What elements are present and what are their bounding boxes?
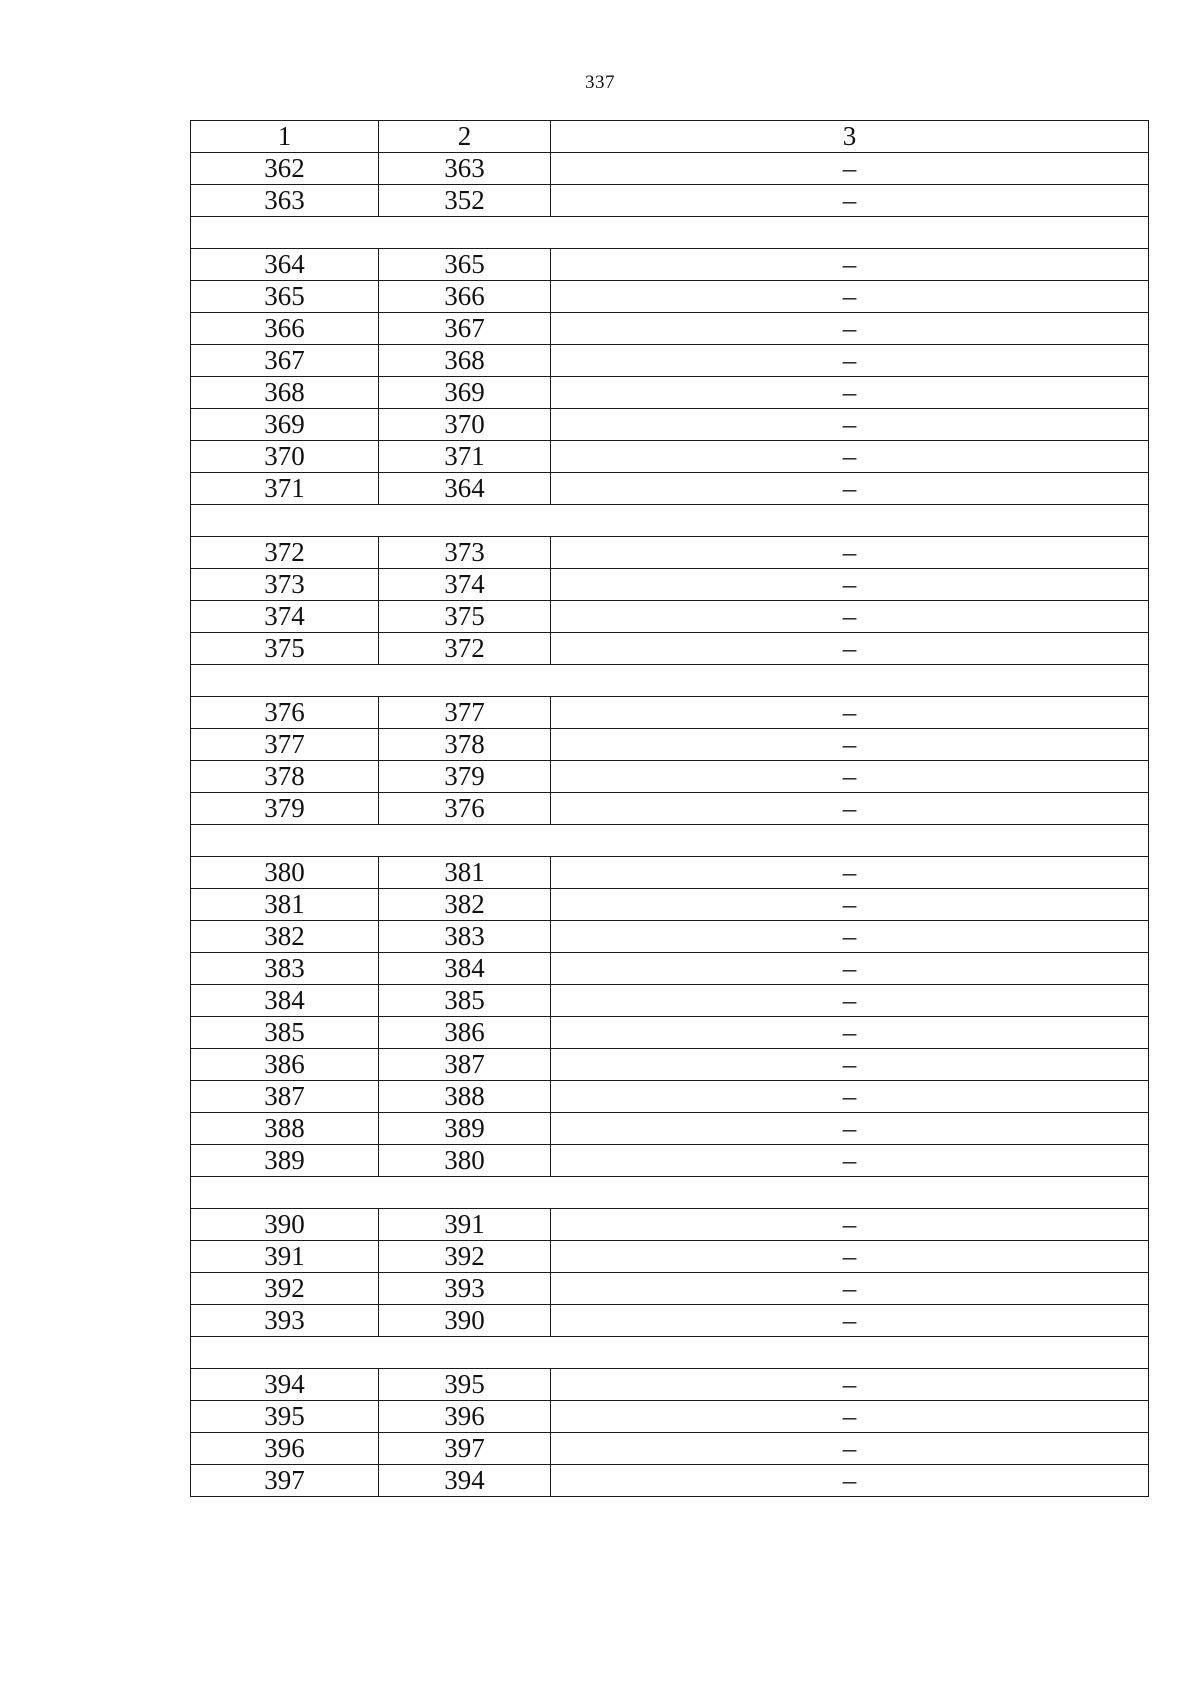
table-cell-col2: 374 [379, 569, 551, 601]
table-cell-col1: 395 [191, 1401, 379, 1433]
table-cell-col3: – [551, 313, 1149, 345]
table-cell-col1: 362 [191, 153, 379, 185]
table-cell-col3: – [551, 633, 1149, 665]
table-cell-col2: 369 [379, 377, 551, 409]
table-cell-col3: – [551, 1273, 1149, 1305]
table-cell-col3: – [551, 377, 1149, 409]
table-cell-col2: 375 [379, 601, 551, 633]
table-cell-col2: 372 [379, 633, 551, 665]
table-cell-col3: – [551, 953, 1149, 985]
table-row [191, 1273, 1149, 1305]
table-cell-col1: 368 [191, 377, 379, 409]
table-row [191, 569, 1149, 601]
table-cell-col1: 365 [191, 281, 379, 313]
table-cell-col2: 352 [379, 185, 551, 217]
table-row [191, 281, 1149, 313]
table-cell-col2: 390 [379, 1305, 551, 1337]
group-separator-row [191, 505, 1149, 537]
table-cell-col1: 367 [191, 345, 379, 377]
table-row [191, 313, 1149, 345]
table-cell-col1: 386 [191, 1049, 379, 1081]
group-separator-row [191, 825, 1149, 857]
table-row [191, 729, 1149, 761]
table-row [191, 1305, 1149, 1337]
table-row [191, 473, 1149, 505]
table-row [191, 249, 1149, 281]
table-cell-col1: 370 [191, 441, 379, 473]
table-cell-col3: – [551, 1369, 1149, 1401]
table-cell-col2: 396 [379, 1401, 551, 1433]
table-cell-col2: 391 [379, 1209, 551, 1241]
table-cell-col1: 371 [191, 473, 379, 505]
table-cell-col3: – [551, 985, 1149, 1017]
table-cell-col3: – [551, 185, 1149, 217]
table-cell-col1: 397 [191, 1465, 379, 1497]
group-separator-row [191, 217, 1149, 249]
group-separator-cell [191, 505, 1149, 537]
table-row [191, 409, 1149, 441]
table-cell-col2: 378 [379, 729, 551, 761]
header-cell-1: 1 [191, 121, 379, 153]
table-cell-col3: – [551, 345, 1149, 377]
table-cell-col2: 365 [379, 249, 551, 281]
table-cell-col1: 390 [191, 1209, 379, 1241]
table-cell-col2: 373 [379, 537, 551, 569]
table-cell-col3: – [551, 409, 1149, 441]
table-cell-col3: – [551, 1465, 1149, 1497]
table-body [191, 121, 1149, 1497]
table-cell-col1: 372 [191, 537, 379, 569]
table-row [191, 441, 1149, 473]
table-row [191, 377, 1149, 409]
table-cell-col1: 378 [191, 761, 379, 793]
table-cell-col2: 370 [379, 409, 551, 441]
table-row [191, 185, 1149, 217]
table-cell-col2: 379 [379, 761, 551, 793]
table-cell-col2: 389 [379, 1113, 551, 1145]
page-number: 337 [585, 72, 615, 93]
table-cell-col3: – [551, 1433, 1149, 1465]
table-cell-col1: 376 [191, 697, 379, 729]
table-cell-col3: – [551, 569, 1149, 601]
table-cell-col2: 393 [379, 1273, 551, 1305]
group-separator-cell [191, 1337, 1149, 1369]
table-row [191, 345, 1149, 377]
table-row [191, 1113, 1149, 1145]
table-cell-col2: 381 [379, 857, 551, 889]
table-cell-col1: 373 [191, 569, 379, 601]
table-cell-col3: – [551, 1081, 1149, 1113]
table-cell-col1: 385 [191, 1017, 379, 1049]
header-cell-2: 2 [379, 121, 551, 153]
table-cell-col2: 363 [379, 153, 551, 185]
table-cell-col2: 366 [379, 281, 551, 313]
table-cell-col1: 369 [191, 409, 379, 441]
group-separator-cell [191, 665, 1149, 697]
table-cell-col3: – [551, 249, 1149, 281]
group-separator-cell [191, 825, 1149, 857]
table-cell-col1: 396 [191, 1433, 379, 1465]
group-separator-row [191, 1177, 1149, 1209]
table-row [191, 889, 1149, 921]
table-cell-col2: 385 [379, 985, 551, 1017]
table-row [191, 1433, 1149, 1465]
table-cell-col2: 367 [379, 313, 551, 345]
table-row [191, 1017, 1149, 1049]
table-cell-col2: 368 [379, 345, 551, 377]
header-cell-3: 3 [551, 121, 1149, 153]
table-cell-col1: 374 [191, 601, 379, 633]
table-cell-col1: 384 [191, 985, 379, 1017]
table-row [191, 1209, 1149, 1241]
table-cell-col1: 363 [191, 185, 379, 217]
table-cell-col1: 388 [191, 1113, 379, 1145]
table-cell-col1: 393 [191, 1305, 379, 1337]
table-row [191, 537, 1149, 569]
table-cell-col3: – [551, 153, 1149, 185]
table-cell-col2: 395 [379, 1369, 551, 1401]
table-cell-col2: 371 [379, 441, 551, 473]
group-separator-row [191, 1337, 1149, 1369]
table-row [191, 1401, 1149, 1433]
table-row [191, 985, 1149, 1017]
table-cell-col3: – [551, 473, 1149, 505]
table-cell-col1: 391 [191, 1241, 379, 1273]
table-cell-col3: – [551, 537, 1149, 569]
table-cell-col1: 382 [191, 921, 379, 953]
table-cell-col3: – [551, 1145, 1149, 1177]
table-cell-col3: – [551, 1241, 1149, 1273]
table-cell-col2: 382 [379, 889, 551, 921]
table-row [191, 1145, 1149, 1177]
group-separator-cell [191, 1177, 1149, 1209]
table-cell-col3: – [551, 1305, 1149, 1337]
table-cell-col1: 381 [191, 889, 379, 921]
table-cell-col2: 376 [379, 793, 551, 825]
table-cell-col3: – [551, 1017, 1149, 1049]
table-cell-col1: 379 [191, 793, 379, 825]
table-cell-col3: – [551, 1049, 1149, 1081]
table-cell-col2: 387 [379, 1049, 551, 1081]
table-cell-col2: 380 [379, 1145, 551, 1177]
table-cell-col3: – [551, 889, 1149, 921]
table-cell-col2: 397 [379, 1433, 551, 1465]
table-cell-col1: 366 [191, 313, 379, 345]
table-cell-col2: 392 [379, 1241, 551, 1273]
table-cell-col2: 386 [379, 1017, 551, 1049]
table-row [191, 953, 1149, 985]
table-cell-col3: – [551, 697, 1149, 729]
table-cell-col2: 383 [379, 921, 551, 953]
header-row [191, 121, 1149, 153]
table-cell-col3: – [551, 441, 1149, 473]
data-table-container [190, 120, 1148, 1497]
table-row [191, 921, 1149, 953]
table-cell-col3: – [551, 1401, 1149, 1433]
table-cell-col3: – [551, 601, 1149, 633]
group-separator-cell [191, 217, 1149, 249]
table-cell-col1: 389 [191, 1145, 379, 1177]
table-cell-col2: 388 [379, 1081, 551, 1113]
table-row [191, 1369, 1149, 1401]
table-row [191, 857, 1149, 889]
table-row [191, 1049, 1149, 1081]
table-cell-col1: 383 [191, 953, 379, 985]
table-cell-col3: – [551, 281, 1149, 313]
table-cell-col3: – [551, 793, 1149, 825]
data-table [190, 120, 1149, 1497]
table-cell-col2: 377 [379, 697, 551, 729]
table-cell-col2: 364 [379, 473, 551, 505]
table-row [191, 633, 1149, 665]
table-cell-col2: 384 [379, 953, 551, 985]
table-cell-col3: – [551, 857, 1149, 889]
table-cell-col3: – [551, 761, 1149, 793]
table-cell-col1: 375 [191, 633, 379, 665]
table-cell-col3: – [551, 1209, 1149, 1241]
group-separator-row [191, 665, 1149, 697]
table-row [191, 761, 1149, 793]
table-row [191, 1241, 1149, 1273]
table-cell-col1: 364 [191, 249, 379, 281]
table-cell-col1: 387 [191, 1081, 379, 1113]
table-cell-col2: 394 [379, 1465, 551, 1497]
table-cell-col1: 380 [191, 857, 379, 889]
table-row [191, 601, 1149, 633]
table-row [191, 697, 1149, 729]
table-cell-col1: 394 [191, 1369, 379, 1401]
table-cell-col3: – [551, 729, 1149, 761]
table-cell-col1: 392 [191, 1273, 379, 1305]
table-cell-col3: – [551, 1113, 1149, 1145]
table-cell-col1: 377 [191, 729, 379, 761]
table-cell-col3: – [551, 921, 1149, 953]
table-row [191, 153, 1149, 185]
table-row [191, 1465, 1149, 1497]
table-row [191, 1081, 1149, 1113]
table-row [191, 793, 1149, 825]
